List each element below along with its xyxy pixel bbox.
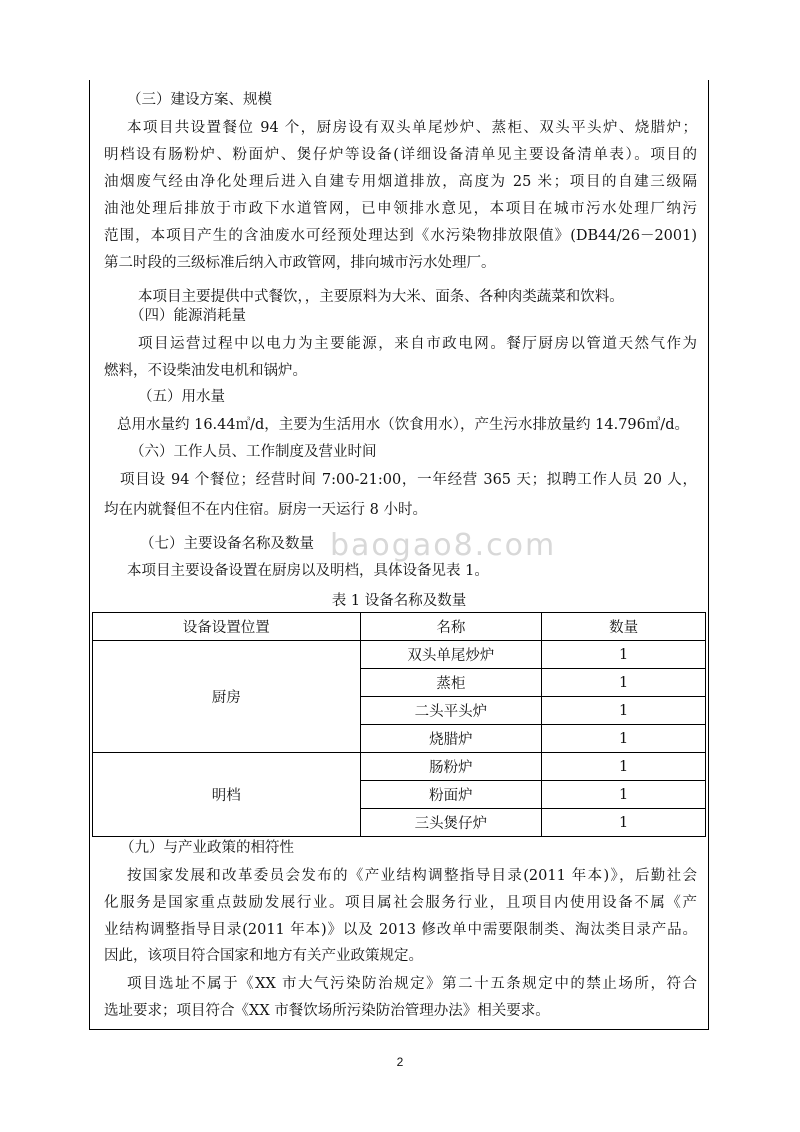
location-cell: 厨房 bbox=[93, 641, 361, 753]
equipment-name: 蒸柜 bbox=[360, 669, 542, 697]
equipment-qty: 1 bbox=[542, 669, 706, 697]
table-row bbox=[93, 753, 706, 781]
equipment-name: 烧腊炉 bbox=[360, 725, 542, 753]
equipment-qty: 1 bbox=[542, 697, 706, 725]
table-header-cell: 数量 bbox=[542, 613, 706, 641]
equipment-name: 肠粉炉 bbox=[360, 753, 542, 781]
section-5-paragraph: 总用水量约 16.44㎥/d，主要为生活用水（饮食用水），产生污水排放量约 14.796㎥/d。 bbox=[117, 417, 690, 433]
page-number: 2 bbox=[396, 1055, 404, 1069]
watermark: baogao8.com bbox=[330, 528, 557, 563]
section-3-paragraph-2: 本项目主要提供中式餐饮，，主要原料为大米、面条、各种肉类蔬菜和饮料。 bbox=[138, 289, 624, 305]
section-9-line: 业结构调整指导目录(2011 年本)》以及 2013 修改单中需要限制类、淘汰类目录产品。 bbox=[104, 922, 697, 938]
table-header-cell: 设备设置位置 bbox=[93, 613, 361, 641]
section-9-line: 按国家发展和改革委员会发布的《产业结构调整指导目录(2011 年本)》，后勤社会 bbox=[127, 868, 697, 884]
location-cell: 明档 bbox=[93, 753, 361, 837]
section-3-line: 范围，本项目产生的含油废水可经预处理达到《水污染物排放限值》(DB44/26－2001) bbox=[104, 228, 697, 244]
equipment-qty: 1 bbox=[542, 781, 706, 809]
section-9-line: 项目选址不属于《XX 市大气污染防治规定》第二十五条规定中的禁止场所，符合 bbox=[127, 976, 697, 992]
section-6-line: 均在内就餐但不在内住宿。厨房一天运行 8 小时。 bbox=[104, 502, 427, 518]
equipment-name: 二头平头炉 bbox=[360, 697, 542, 725]
section-4-line: 项目运营过程中以电力为主要能源，来自市政电网。餐厅厨房以管道天然气作为 bbox=[138, 336, 697, 352]
equipment-name: 三头煲仔炉 bbox=[360, 809, 542, 837]
section-4-title: （四）能源消耗量 bbox=[130, 308, 246, 324]
equipment-qty: 1 bbox=[542, 641, 706, 669]
section-9-line: 选址要求；项目符合《XX 市餐饮场所污染防治管理办法》相关要求。 bbox=[104, 1003, 550, 1019]
table-row bbox=[93, 641, 706, 669]
section-7-paragraph: 本项目主要设备设置在厨房以及明档，具体设备见表 1。 bbox=[127, 563, 489, 579]
section-3-line: 油池处理后排放于市政下水道管网，已申领排水意见，本项目在城市污水处理厂纳污 bbox=[104, 201, 697, 217]
equipment-name: 粉面炉 bbox=[360, 781, 542, 809]
section-9-line: 因此，该项目符合国家和地方有关产业政策规定。 bbox=[104, 948, 423, 964]
equipment-qty: 1 bbox=[542, 725, 706, 753]
section-3-title: （三）建设方案、规模 bbox=[127, 92, 272, 108]
section-9-title: （九）与产业政策的相符性 bbox=[120, 840, 294, 856]
table-header-row bbox=[93, 613, 706, 641]
section-6-title: （六）工作人员、工作制度及营业时间 bbox=[130, 444, 377, 460]
equipment-qty: 1 bbox=[542, 809, 706, 837]
equipment-name: 双头单尾炒炉 bbox=[360, 641, 542, 669]
table-caption: 表 1 设备名称及数量 bbox=[331, 593, 467, 609]
equipment-qty: 1 bbox=[542, 753, 706, 781]
section-3-line: 明档设有肠粉炉、粉面炉、煲仔炉等设备(详细设备清单见主要设备清单表）。项目的 bbox=[104, 147, 697, 163]
section-5-title: （五）用水量 bbox=[138, 389, 225, 405]
section-9-line: 化服务是国家重点鼓励发展行业。项目属社会服务行业，且项目内使用设备不属《产 bbox=[104, 895, 697, 911]
equipment-table bbox=[92, 612, 706, 837]
section-3-line: 本项目共设置餐位 94 个，厨房设有双头单尾炒炉、蒸柜、双头平头炉、烧腊炉； bbox=[127, 120, 697, 136]
table-header-cell: 名称 bbox=[360, 613, 542, 641]
section-7-title: （七）主要设备名称及数量 bbox=[140, 536, 314, 552]
section-3-line: 第二时段的三级标准后纳入市政管网，排向城市污水处理厂。 bbox=[104, 255, 496, 271]
section-6-line: 项目设 94 个餐位；经营时间 7:00-21:00，一年经营 365 天；拟聘工作人员 20 人， bbox=[120, 472, 697, 488]
section-4-line: 燃料，不设柴油发电机和锅炉。 bbox=[104, 363, 307, 379]
section-3-line: 油烟废气经由净化处理后进入自建专用烟道排放，高度为 25 米；项目的自建三级隔 bbox=[104, 174, 697, 190]
